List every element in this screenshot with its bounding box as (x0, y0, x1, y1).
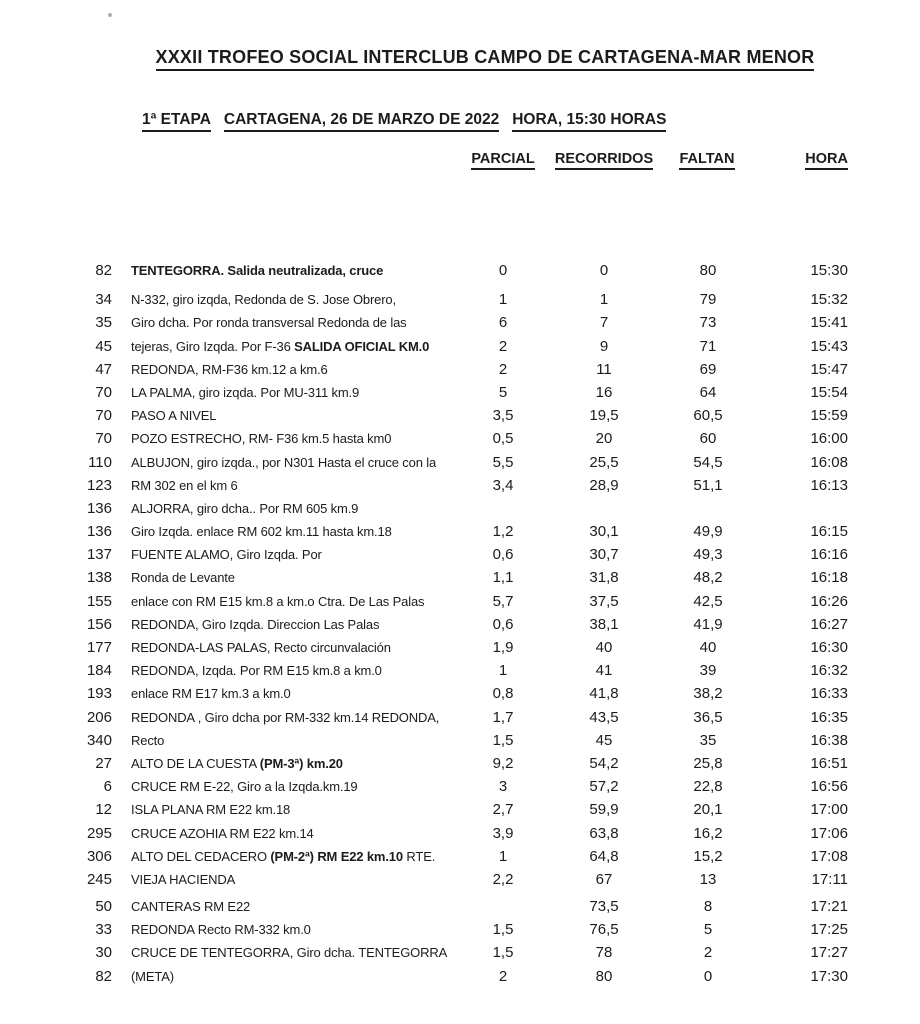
recorridos-cell: 40 (595, 639, 613, 656)
description-cell: Ronda de Levante (131, 570, 235, 586)
parcial-cell: 1,7 (492, 708, 514, 726)
parcial-cell: 3,5 (492, 407, 514, 425)
parcial-cell: 2,7 (492, 801, 514, 819)
faltan-cell: 80 (699, 262, 717, 279)
parcial-cell: 0,5 (492, 430, 514, 448)
altitude-cell: 82 (95, 967, 112, 985)
hora-cell: 17:11 (811, 870, 848, 888)
parcial-cell: 0,6 (492, 615, 514, 633)
column-header-hora: HORA (788, 151, 848, 170)
table-row (0, 613, 920, 636)
table-row (0, 451, 920, 474)
recorridos-cell: 30,7 (589, 546, 619, 564)
parcial-cell: 1,2 (492, 523, 514, 541)
recorridos-cell: 30,1 (589, 523, 619, 541)
recorridos-cell: 7 (599, 314, 609, 332)
recorridos-cell: 73,5 (589, 898, 619, 916)
description-cell: CRUCE DE TENTEGORRA, Giro dcha. TENTEGORRA (131, 945, 448, 961)
table-row (0, 335, 920, 358)
recorridos-cell: 67 (595, 870, 613, 888)
altitude-cell: 155 (86, 592, 112, 610)
faltan-cell: 35 (699, 731, 717, 749)
recorridos-cell: 43,5 (589, 708, 619, 726)
description-cell: TENTEGORRA. Salida neutralizada, cruce (131, 263, 384, 278)
parcial-cell: 1,1 (492, 569, 514, 587)
hora-cell: 16:16 (810, 546, 848, 564)
parcial-cell: 3,9 (492, 824, 514, 842)
hora-cell: 15:47 (810, 360, 848, 378)
description-cell: ALTO DE LA CUESTA (PM-3ª) km.20 (131, 755, 343, 771)
faltan-cell: 60,5 (693, 407, 723, 425)
recorridos-cell: 59,9 (589, 801, 619, 819)
table-row (0, 822, 920, 845)
description-cell: FUENTE ALAMO, Giro Izqda. Por (131, 547, 322, 563)
stage-place-date: CARTAGENA, 26 DE MARZO DE 2022 (224, 111, 499, 132)
faltan-cell: 71 (699, 337, 717, 355)
recorridos-cell: 9 (599, 337, 609, 355)
altitude-cell: 45 (95, 337, 112, 355)
table-row (0, 729, 920, 752)
faltan-cell: 0 (703, 967, 713, 985)
recorridos-cell: 37,5 (589, 592, 619, 610)
table-row (0, 520, 920, 543)
table-row (0, 358, 920, 381)
recorridos-cell: 64,8 (589, 847, 619, 865)
table-row (0, 590, 920, 613)
table-row (0, 775, 920, 798)
parcial-cell: 3,4 (492, 476, 514, 494)
description-cell: VIEJA HACIENDA (131, 871, 236, 887)
hora-cell: 16:56 (810, 778, 848, 796)
recorridos-cell: 54,2 (589, 754, 619, 772)
recorridos-cell: 31,8 (589, 569, 619, 587)
table-row (0, 895, 920, 918)
table-row (0, 941, 920, 964)
altitude-cell: 34 (95, 291, 112, 309)
recorridos-cell: 45 (595, 731, 613, 749)
parcial-cell (463, 895, 543, 918)
faltan-cell (669, 497, 747, 520)
hora-cell: 15:43 (810, 337, 848, 355)
faltan-cell: 36,5 (693, 708, 723, 726)
altitude-cell: 35 (95, 314, 112, 332)
description-cell: ALBUJON, giro izqda., por N301 Hasta el cruce con la (131, 454, 437, 470)
hora-cell: 17:06 (810, 824, 848, 842)
hora-cell: 16:00 (810, 430, 848, 448)
altitude-cell: 82 (95, 262, 112, 279)
recorridos-cell: 57,2 (589, 778, 619, 796)
description-cell: Giro Izqda. enlace RM 602 km.11 hasta km.18 (131, 524, 392, 540)
parcial-cell: 5,7 (492, 592, 514, 610)
recorridos-cell: 16 (595, 383, 613, 401)
parcial-cell: 2,2 (492, 870, 514, 888)
parcial-cell: 1,5 (492, 921, 514, 939)
altitude-cell: 30 (95, 944, 112, 962)
stage-info (142, 111, 666, 132)
hora-cell: 16:35 (810, 708, 848, 726)
parcial-cell: 9,2 (492, 754, 514, 772)
parcial-cell: 5 (498, 383, 508, 401)
faltan-cell: 5 (703, 921, 713, 939)
altitude-cell: 123 (86, 476, 112, 494)
description-cell: enlace RM E17 km.3 a km.0 (131, 686, 291, 702)
stage-label: 1ª ETAPA (142, 111, 211, 132)
faltan-cell: 41,9 (693, 615, 723, 633)
faltan-cell: 48,2 (693, 569, 723, 587)
column-header-recorridos: RECORRIDOS (553, 151, 655, 170)
parcial-cell: 1 (498, 291, 508, 309)
recorridos-cell: 0 (599, 262, 609, 279)
description-cell: REDONDA, Izqda. Por RM E15 km.8 a km.0 (131, 663, 382, 679)
page-title (0, 47, 920, 71)
parcial-cell: 1,5 (492, 731, 514, 749)
parcial-cell: 2 (498, 337, 508, 355)
description-cell: PASO A NIVEL (131, 408, 217, 424)
faltan-cell: 60 (699, 430, 717, 448)
altitude-cell: 50 (95, 898, 112, 916)
table-row (0, 566, 920, 589)
faltan-cell: 79 (699, 291, 717, 309)
altitude-cell: 110 (88, 453, 112, 471)
table-row (0, 259, 920, 282)
description-cell: enlace con RM E15 km.8 a km.o Ctra. De Las Palas (131, 593, 425, 609)
table-row (0, 659, 920, 682)
hora-cell: 16:08 (810, 453, 848, 471)
faltan-cell: 49,3 (693, 546, 723, 564)
altitude-cell: 306 (86, 847, 112, 865)
table-row (0, 918, 920, 941)
faltan-cell: 22,8 (693, 778, 723, 796)
recorridos-cell: 38,1 (589, 615, 619, 633)
altitude-cell: 33 (95, 921, 112, 939)
faltan-cell: 40 (699, 639, 717, 656)
hora-cell: 15:59 (810, 407, 848, 425)
description-cell: Recto (131, 732, 165, 748)
parcial-cell: 1 (498, 847, 508, 865)
hora-cell: 16:26 (810, 592, 848, 610)
parcial-cell (463, 497, 543, 520)
description-cell: POZO ESTRECHO, RM- F36 km.5 hasta km0 (131, 431, 392, 447)
faltan-cell: 8 (703, 898, 713, 916)
altitude-cell: 138 (86, 569, 112, 587)
parcial-cell: 2 (498, 967, 508, 985)
recorridos-cell: 25,5 (589, 453, 619, 471)
description-cell: ISLA PLANA RM E22 km.18 (131, 802, 291, 818)
description-cell: LA PALMA, giro izqda. Por MU-311 km.9 (131, 384, 360, 400)
hora-cell: 16:33 (810, 685, 848, 703)
description-cell: REDONDA , Giro dcha por RM-332 km.14 REDONDA, (131, 709, 440, 725)
table-row (0, 845, 920, 868)
description-cell: CANTERAS RM E22 (131, 899, 251, 915)
hora-cell: 17:21 (810, 898, 848, 916)
hora-cell: 16:18 (810, 569, 848, 587)
description-cell: ALJORRA, giro dcha.. Por RM 605 km.9 (131, 500, 359, 516)
recorridos-cell: 80 (595, 967, 613, 985)
altitude-cell: 27 (95, 754, 112, 772)
table-row (0, 706, 920, 729)
table-row (0, 798, 920, 821)
faltan-cell: 51,1 (693, 476, 723, 494)
faltan-cell: 73 (699, 314, 717, 332)
altitude-cell: 295 (86, 824, 112, 842)
table-row (0, 497, 920, 520)
faltan-cell: 25,8 (693, 754, 723, 772)
table-row (0, 427, 920, 450)
parcial-cell: 1,5 (492, 944, 514, 962)
hora-cell: 16:15 (810, 523, 848, 541)
altitude-cell: 136 (86, 523, 112, 541)
table-row (0, 752, 920, 775)
hora-cell: 15:41 (810, 314, 848, 332)
table-row (0, 311, 920, 334)
hora-cell: 17:30 (810, 967, 848, 985)
description-cell: ALTO DEL CEDACERO (PM-2ª) RM E22 km.10 RTE. (131, 848, 436, 864)
altitude-cell: 184 (86, 662, 112, 680)
altitude-cell: 6 (103, 778, 112, 796)
recorridos-cell (557, 497, 651, 520)
recorridos-cell: 63,8 (589, 824, 619, 842)
hora-cell: 17:25 (810, 921, 848, 939)
table-row (0, 965, 920, 988)
stage-start-time: HORA, 15:30 HORAS (512, 111, 666, 132)
faltan-cell: 42,5 (693, 592, 723, 610)
faltan-cell: 69 (699, 360, 717, 378)
recorridos-cell: 1 (599, 291, 609, 309)
faltan-cell: 39 (699, 662, 717, 680)
description-cell: (META) (131, 968, 174, 984)
faltan-cell: 16,2 (693, 824, 723, 842)
table-row (0, 868, 920, 891)
hora-cell: 17:27 (810, 944, 848, 962)
hora-cell: 15:54 (810, 383, 848, 401)
hora-cell: 17:00 (810, 801, 848, 819)
parcial-cell: 1,9 (492, 639, 514, 656)
altitude-cell: 245 (86, 870, 112, 888)
table-row (0, 288, 920, 311)
parcial-cell: 1 (498, 662, 508, 680)
description-cell: CRUCE RM E-22, Giro a la Izqda.km.19 (131, 779, 358, 795)
hora-cell: 16:27 (810, 615, 848, 633)
altitude-cell: 156 (86, 615, 112, 633)
parcial-cell: 3 (498, 778, 508, 796)
faltan-cell: 38,2 (693, 685, 723, 703)
column-headers (0, 151, 920, 175)
hora-cell: 17:08 (810, 847, 848, 865)
faltan-cell: 20,1 (693, 801, 723, 819)
faltan-cell: 54,5 (693, 453, 723, 471)
hora-cell: 16:51 (810, 754, 848, 772)
altitude-cell: 70 (95, 407, 112, 425)
recorridos-cell: 41,8 (589, 685, 619, 703)
faltan-cell: 64 (699, 383, 717, 401)
description-cell: N-332, giro izqda, Redonda de S. Jose Obrero, (131, 292, 396, 308)
altitude-cell: 340 (86, 731, 112, 749)
hora-cell (768, 497, 848, 520)
altitude-cell: 137 (86, 546, 112, 564)
column-header-faltan: FALTAN (672, 151, 742, 170)
hora-cell: 16:38 (810, 731, 848, 749)
hora-cell: 16:13 (810, 476, 848, 494)
recorridos-cell: 19,5 (589, 407, 619, 425)
faltan-cell: 49,9 (693, 523, 723, 541)
description-cell: Giro dcha. Por ronda transversal Redonda de las (131, 315, 407, 331)
faltan-cell: 13 (699, 870, 717, 888)
parcial-cell: 0,8 (492, 685, 514, 703)
table-row (0, 404, 920, 427)
parcial-cell: 0 (498, 262, 508, 279)
recorridos-cell: 41 (595, 662, 613, 680)
recorridos-cell: 11 (596, 360, 612, 378)
hora-cell: 15:32 (810, 291, 848, 309)
altitude-cell: 70 (95, 430, 112, 448)
description-cell: REDONDA Recto RM-332 km.0 (131, 922, 311, 938)
recorridos-cell: 76,5 (589, 921, 619, 939)
column-header-parcial: PARCIAL (468, 151, 538, 170)
parcial-cell: 2 (498, 360, 508, 378)
table-row (0, 543, 920, 566)
altitude-cell: 177 (86, 639, 112, 656)
hora-cell: 15:30 (810, 262, 848, 279)
description-cell: REDONDA, RM-F36 km.12 a km.6 (131, 361, 328, 377)
hora-cell: 16:32 (810, 662, 848, 680)
description-cell: CRUCE AZOHIA RM E22 km.14 (131, 825, 314, 841)
recorridos-cell: 78 (595, 944, 613, 962)
table-row (0, 682, 920, 705)
parcial-cell: 6 (498, 314, 508, 332)
table-body (0, 259, 920, 988)
hora-cell: 16:30 (810, 639, 848, 656)
faltan-cell: 2 (703, 944, 713, 962)
scan-artifact-dot (108, 13, 112, 17)
parcial-cell: 5,5 (492, 453, 514, 471)
page-title-text: XXXII TROFEO SOCIAL INTERCLUB CAMPO DE CARTAGENA-MAR MENOR (156, 47, 815, 71)
altitude-cell: 47 (95, 360, 112, 378)
table-row (0, 474, 920, 497)
altitude-cell: 70 (95, 383, 112, 401)
description-cell: REDONDA, Giro Izqda. Direccion Las Palas (131, 616, 380, 632)
altitude-cell: 136 (86, 499, 112, 517)
table-row (0, 381, 920, 404)
altitude-cell: 193 (86, 685, 112, 703)
altitude-cell: 12 (95, 801, 112, 819)
faltan-cell: 15,2 (693, 847, 723, 865)
altitude-cell: 206 (86, 708, 112, 726)
parcial-cell: 0,6 (492, 546, 514, 564)
recorridos-cell: 20 (595, 430, 613, 448)
description-cell: tejeras, Giro Izqda. Por F-36 SALIDA OFICIAL KM.0 (131, 338, 430, 354)
description-cell: RM 302 en el km 6 (131, 477, 238, 493)
recorridos-cell: 28,9 (589, 476, 619, 494)
description-cell: REDONDA-LAS PALAS, Recto circunvalación (131, 640, 391, 655)
table-row (0, 636, 920, 659)
